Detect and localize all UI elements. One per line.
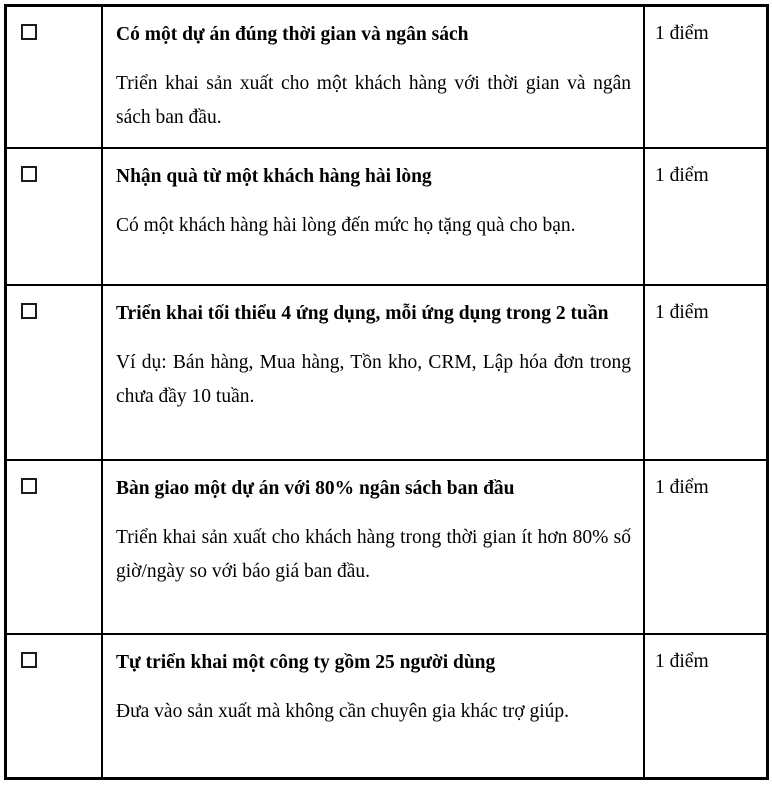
table-row: [7, 635, 766, 777]
points-cell: [645, 461, 766, 633]
points-value: 1 điểm: [655, 23, 709, 44]
checkbox-cell: [7, 7, 103, 147]
achievement-description: Đưa vào sản xuất mà không cần chuyên gia khác trợ giúp.: [116, 701, 569, 722]
checkbox[interactable]: [21, 652, 37, 668]
achievement-title: Bàn giao một dự án với 80% ngân sách ban đầu: [116, 478, 515, 499]
checkbox-cell: [7, 635, 103, 777]
points-value: 1 điểm: [655, 302, 709, 323]
checkbox[interactable]: [21, 24, 37, 40]
points-cell: [645, 286, 766, 459]
points-value: 1 điểm: [655, 651, 709, 672]
points-value: 1 điểm: [655, 165, 709, 186]
achievement-description: Có một khách hàng hài lòng đến mức họ tặng quà cho bạn.: [116, 215, 576, 236]
points-cell: [645, 149, 766, 284]
table-row: [7, 286, 766, 461]
checkbox[interactable]: [21, 478, 37, 494]
table-row: [7, 149, 766, 286]
content-cell: [103, 286, 645, 459]
checkbox-cell: [7, 149, 103, 284]
checkbox[interactable]: [21, 303, 37, 319]
table-row: [7, 7, 766, 149]
table-row: [7, 461, 766, 635]
content-cell: [103, 461, 645, 633]
checkbox-cell: [7, 286, 103, 459]
achievement-description: Ví dụ: Bán hàng, Mua hàng, Tồn kho, CRM, Lập hóa đơn trong chưa đầy 10 tuần.: [116, 352, 631, 407]
achievement-description: Triển khai sản xuất cho khách hàng trong thời gian ít hơn 80% số giờ/ngày so với báo giá ban đầu.: [116, 527, 631, 582]
content-cell: [103, 7, 645, 147]
achievement-title: Tự triển khai một công ty gồm 25 người dùng: [116, 652, 496, 673]
achievement-title: Nhận quà từ một khách hàng hài lòng: [116, 166, 432, 187]
content-cell: [103, 149, 645, 284]
checkbox[interactable]: [21, 166, 37, 182]
achievement-description: Triển khai sản xuất cho một khách hàng với thời gian và ngân sách ban đầu.: [116, 73, 631, 128]
achievement-title: Có một dự án đúng thời gian và ngân sách: [116, 24, 469, 45]
checkbox-cell: [7, 461, 103, 633]
achievement-title: Triển khai tối thiểu 4 ứng dụng, mỗi ứng dụng trong 2 tuần: [116, 303, 609, 324]
points-value: 1 điểm: [655, 477, 709, 498]
content-cell: [103, 635, 645, 777]
achievements-table: [4, 4, 769, 780]
points-cell: [645, 7, 766, 147]
points-cell: [645, 635, 766, 777]
